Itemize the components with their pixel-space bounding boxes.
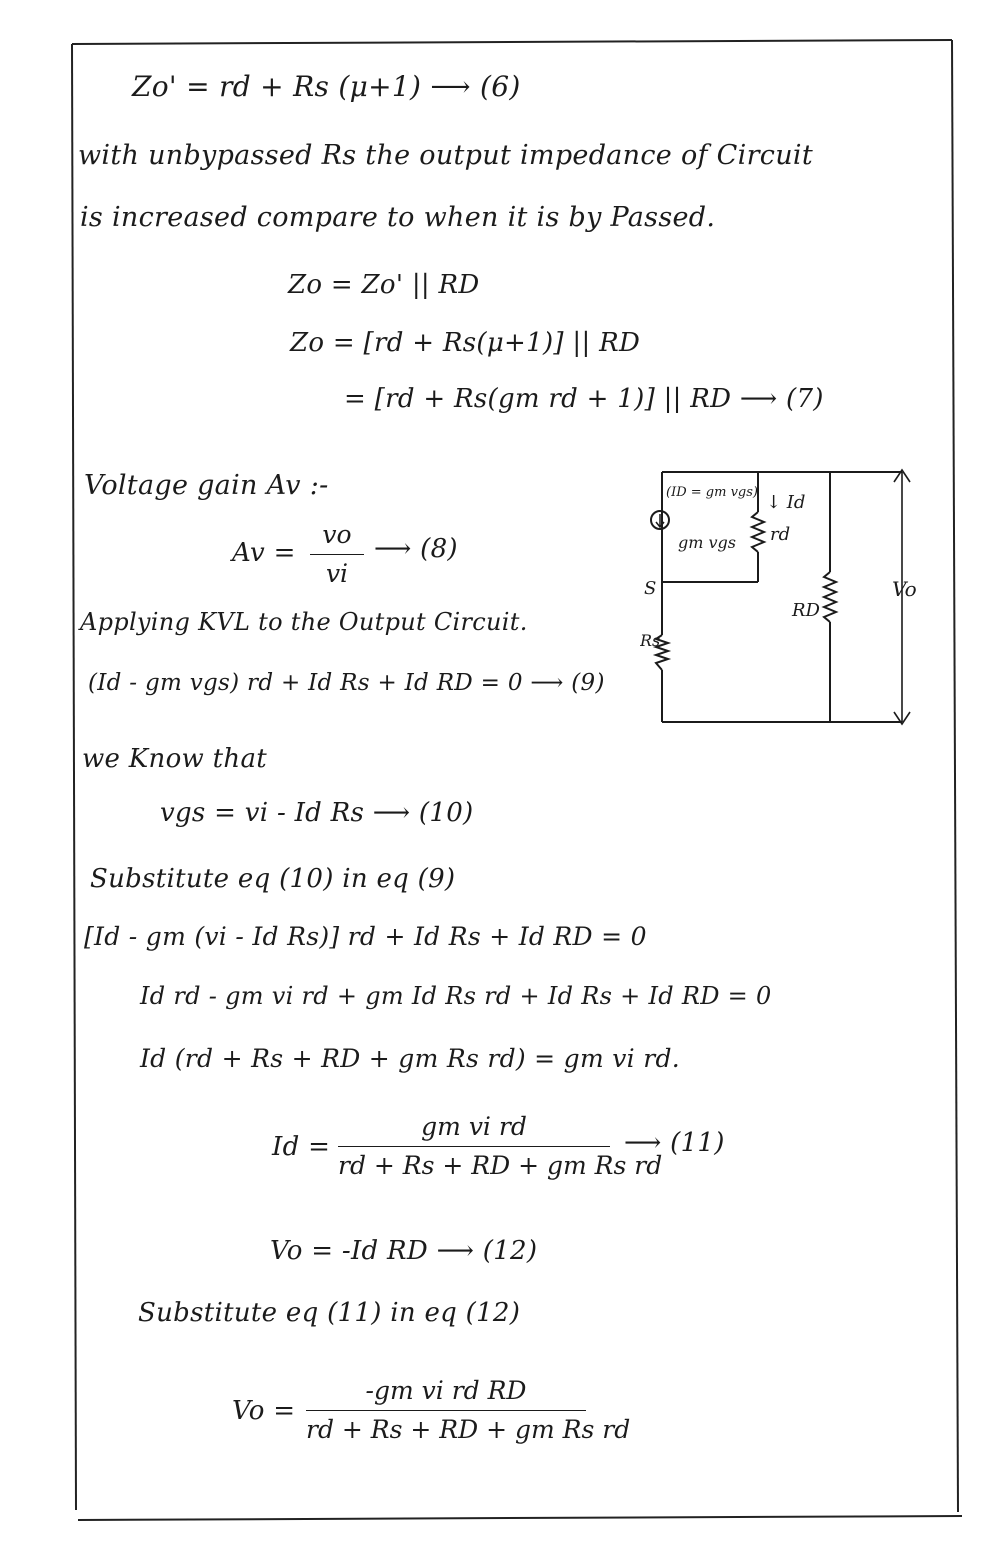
- vo-label: Vo: [892, 577, 917, 601]
- vo-fraction-bar: [306, 1410, 586, 1411]
- av-fraction: [310, 518, 364, 591]
- gm-vgs-label: gm vgs: [678, 533, 736, 552]
- eq9-line: (Id - gm vgs) rd + Id Rs + Id RD = 0 ⟶ (9): [88, 670, 605, 696]
- substitution-step-2: Id rd - gm vi rd + gm Id Rs rd + Id Rs + Id RD = 0: [140, 982, 772, 1010]
- av-denominator: vi: [325, 559, 349, 588]
- av-fraction-bar: [310, 554, 364, 555]
- rs-label: Rs: [640, 631, 661, 650]
- we-know-line: we Know that: [82, 744, 267, 774]
- zo-expand-line: Zo = [rd + Rs(μ+1)] || RD: [290, 328, 641, 358]
- id-label: ↓ Id: [766, 492, 806, 513]
- id-tag: ⟶ (11): [624, 1128, 725, 1158]
- rd-load-resistor: [824, 572, 836, 622]
- description-line-1: with unbypassed Rs the output impedance of Circuit: [78, 140, 813, 171]
- rd-load-label: RD: [792, 600, 820, 621]
- vo-numerator: -gm vi rd RD: [365, 1376, 527, 1405]
- vo-fraction: [306, 1374, 631, 1447]
- vo-lhs: Vo =: [232, 1396, 296, 1426]
- rd-label: rd: [770, 524, 791, 545]
- id-lhs: Id =: [272, 1132, 331, 1162]
- substitution-step-3: Id (rd + Rs + RD + gm Rs rd) = gm vi rd.: [140, 1044, 681, 1073]
- av-numerator: vo: [322, 520, 352, 549]
- voltage-gain-heading: Voltage gain Av :-: [84, 470, 329, 501]
- vo-denominator: rd + Rs + RD + gm Rs rd: [306, 1415, 631, 1444]
- av-lhs: Av =: [232, 538, 296, 568]
- id-numerator: gm vi rd: [421, 1112, 527, 1141]
- zo-eq7-line: = [rd + Rs(gm rd + 1)] || RD ⟶ (7): [344, 384, 824, 414]
- output-circuit-diagram: [640, 460, 940, 740]
- source-label: (ID = gm vgs): [666, 485, 758, 500]
- substitution-step-1: [Id - gm (vi - Id Rs)] rd + Id Rs + Id RD = 0: [84, 922, 647, 951]
- substitute-line-2: Substitute eq (11) in eq (12): [138, 1298, 521, 1328]
- av-tag: ⟶ (8): [374, 534, 458, 564]
- s-label: S: [644, 578, 657, 599]
- id-denominator: rd + Rs + RD + gm Rs rd: [338, 1151, 663, 1180]
- description-line-2: is increased compare to when it is by Passed.: [80, 202, 716, 233]
- id-fraction: [338, 1110, 663, 1183]
- eq12-line: Vo = -Id RD ⟶ (12): [270, 1236, 538, 1266]
- rd-resistor: [752, 512, 764, 552]
- zo-parallel-line: Zo = Zo' || RD: [288, 270, 480, 300]
- eq10-line: vgs = vi - Id Rs ⟶ (10): [160, 798, 474, 828]
- id-fraction-bar: [338, 1146, 610, 1147]
- applying-kvl-line: Applying KVL to the Output Circuit.: [80, 608, 528, 636]
- eq6-line: Zo' = rd + Rs (μ+1) ⟶ (6): [132, 70, 521, 103]
- substitute-line-1: Substitute eq (10) in eq (9): [90, 864, 456, 894]
